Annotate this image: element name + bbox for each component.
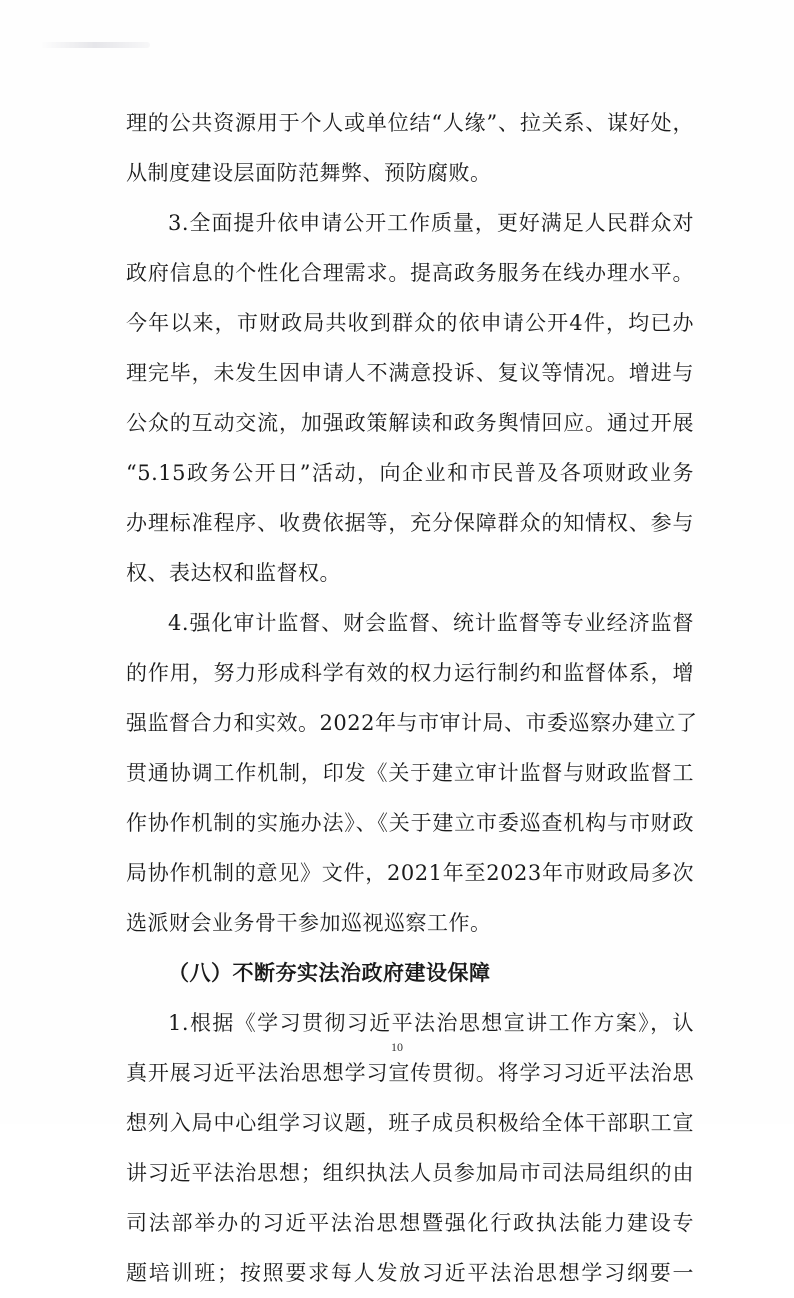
text-line: 作协作机制的实施办法》、《关于建立市委巡查机构与市财政 [126,811,694,835]
body-text [126,98,698,1298]
paragraph-start-line: 1.根据《学习贯彻习近平法治思想宣讲工作方案》，认 [168,1011,694,1035]
text-line: 选派财会业务骨干参加巡视巡察工作。 [126,911,492,935]
text-line: 今年以来，市财政局共收到群众的依申请公开4件，均已办 [126,311,694,335]
text-line: 司法部举办的习近平法治思想暨强化行政执法能力建设专 [126,1211,694,1235]
text-line: 题培训班；按照要求每人发放习近平法治思想学习纲要一 [126,1261,694,1285]
text-line: 政府信息的个性化合理需求。提高政务服务在线办理水平。 [126,261,694,285]
text-line: 公众的互动交流，加强政策解读和政务舆情回应。通过开展 [126,411,694,435]
text-line: 从制度建设层面防范舞弊、预防腐败。 [126,161,492,185]
text-line: 权、表达权和监督权。 [126,561,341,585]
page-number: 10 [391,1040,403,1054]
section-heading: （八）不断夯实法治政府建设保障 [168,960,491,985]
text-line: 办理标准程序、收费依据等，充分保障群众的知情权、参与 [126,511,694,535]
text-line: 讲习近平法治思想；组织执法人员参加局市司法局组织的由 [126,1161,694,1185]
paragraph-start-line: 4.强化审计监督、财会监督、统计监督等专业经济监督 [168,611,694,635]
text-line: 强监督合力和实效。2022年与市审计局、市委巡察办建立了 [126,711,698,735]
text-line: 的作用，努力形成科学有效的权力运行制约和监督体系，增 [126,661,694,685]
text-line: 理完毕，未发生因申请人不满意投诉、复议等情况。增进与 [126,361,694,385]
text-line: “5.15政务公开日”活动，向企业和市民普及各项财政业务 [126,461,694,485]
text-line: 贯通协调工作机制，印发《关于建立审计监督与财政监督工 [126,761,694,785]
text-line: 真开展习近平法治思想学习宣传贯彻。将学习习近平法治思 [126,1061,694,1085]
scan-artifact [40,42,150,48]
text-line: 想列入局中心组学习议题，班子成员积极给全体干部职工宣 [126,1111,694,1135]
paragraph-start-line: 3.全面提升依申请公开工作质量，更好满足人民群众对 [168,211,694,235]
text-line: 理的公共资源用于个人或单位结“人缘”、拉关系、谋好处， [126,111,694,135]
text-line: 局协作机制的意见》文件，2021年至2023年市财政局多次 [126,861,694,885]
